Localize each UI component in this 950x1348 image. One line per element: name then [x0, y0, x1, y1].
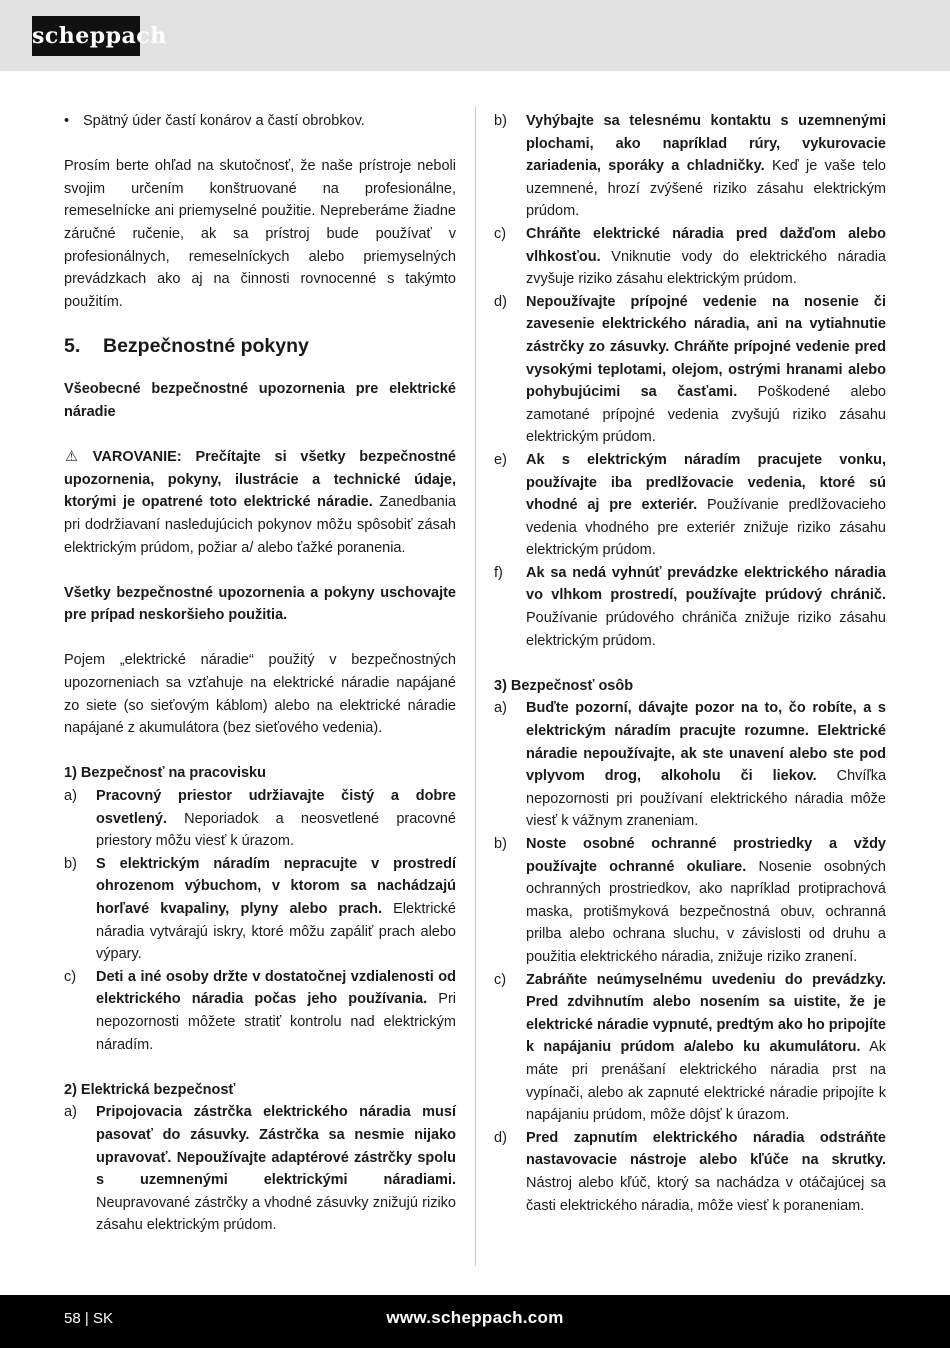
- list-item-text: Neupravované zástrčky a vhodné zásuvky znižujú riziko zásahu elektrickým prúdom.: [96, 1194, 456, 1234]
- list-item-label: a): [64, 788, 77, 805]
- list-item-text: Ak máte pri prenášaní elektrického náradia prst na vypínači, alebo ak zapnuté elektrické náradie pripojíte k napájaniu prúdom, môže dôjsť k úrazom.: [526, 1039, 886, 1124]
- list-item-label: b): [494, 113, 507, 129]
- term-definition-paragraph: Pojem „elektrické náradie“ použitý v bezpečnostných upozorneniach sa vzťahuje na elektrické náradie napájané zo siete (so sieťovým káblom) alebo na elektrické náradie napájané z akumulátora (bez sieťového vedenia).: [64, 652, 456, 737]
- list-item-label: a): [494, 700, 507, 717]
- list-item-text: Nosenie osobných ochranných prostriedkov, ako napríklad protiprachová maska, protišmyková bezpečnostná obuv, ochranná prilba alebo ochrana sluchu, v závislosti od druhu a použitia elektrického náradia, znižuje riziko zranení.: [526, 858, 886, 965]
- list-item-label: c): [494, 971, 507, 988]
- list-item-text: Keď je vaše telo uzemnené, hrozí zvýšené riziko zásahu elektrickým prúdom.: [526, 158, 886, 220]
- list-item-label: c): [494, 225, 507, 242]
- scheppach-logo: scheppach: [32, 16, 140, 56]
- list-item-text: Pri nepozornosti môžete stratiť kontrolu nad elektrickým náradím.: [96, 991, 457, 1053]
- keep-instructions-text: Všetky bezpečnostné upozornenia a pokyny uschovajte pre prípad neskoršieho použitia.: [64, 584, 456, 624]
- list-item-bold-text: Zabráňte neúmyselnému uvedeniu do prevádzky. Pred zdvihnutím alebo nosením sa uistite, že je elektrické náradie vypnuté, predtým ako ho pripojíte k napájaniu prúdom a/alebo ku akumulátoru.: [526, 971, 886, 1056]
- right-column: [494, 110, 886, 1217]
- list-item-label: d): [494, 293, 507, 310]
- list-item-label: a): [64, 1104, 77, 1121]
- personal-safety-heading: 3) Bezpečnosť osôb: [494, 677, 634, 694]
- warning-bold-text: VAROVANIE: Prečítajte si všetky bezpečnostné upozornenia, pokyny, ilustrácie a technické údaje, ktorými je opatrené toto elektrické náradie.: [64, 449, 456, 511]
- list-item-label: c): [64, 968, 77, 985]
- warning-text: Zanedbania pri dodržiavaní nasledujúcich pokynov môžu spôsobiť zásah elektrickým prúdom, požiar a/ alebo ťažké poranenia.: [64, 494, 456, 556]
- page-number: 58: [64, 1310, 81, 1327]
- list-item-text: Používanie prúdového chrániča znižuje riziko zásahu elektrickým prúdom.: [526, 610, 886, 649]
- list-item: [64, 785, 456, 853]
- list-item: [494, 223, 886, 291]
- list-item-bold-text: Ak s elektrickým náradím pracujete vonku, používajte iba predlžovacie vedenia, ktoré sú vhodné aj pre exteriér.: [526, 451, 886, 514]
- left-column: [64, 110, 456, 1237]
- workplace-safety-heading: 1) Bezpečnosť na pracovisku: [64, 765, 266, 782]
- list-item: [494, 562, 886, 652]
- list-item-label: d): [494, 1129, 507, 1146]
- list-item-text: Poškodené alebo zamotané prípojné vedenia zvyšujú riziko zásahu elektrickým prúdom.: [526, 384, 886, 446]
- intro-paragraph: Prosím berte ohľad na skutočnosť, že naše prístroje neboli svojim určením konštruované na profesionálne, remeselnícke ani priemyselné použitie. Nepreberáme žiadne záručné ručenie, ak sa prístroj bude používať v profesionálnych, remeselníckych alebo priemyselných prevádzkach ako aj na činnosti rovnocenné s takýmto použitím.: [64, 158, 456, 310]
- list-item-label: b): [64, 855, 77, 872]
- page-header: [0, 0, 950, 71]
- list-item: [494, 833, 886, 969]
- list-item-bold-text: Buďte pozorní, dávajte pozor na to, čo robíte, a s elektrickým náradím pracujte rozumne. Elektrické náradie nepoužívajte, ak ste unavení alebo ste pod vplyvom drog, alkoholu či liekov.: [526, 700, 886, 785]
- list-item-bold-text: Pracovný priestor udržiavajte čistý a dobre osvetlený.: [96, 788, 456, 827]
- personal-safety-list: [494, 697, 886, 1217]
- section-title: Bezpečnostné pokyny: [103, 335, 309, 358]
- warning-triangle-icon: ⚠: [65, 449, 78, 466]
- general-warnings-heading: Všeobecné bezpečnostné upozornenia pre elektrické náradie: [64, 381, 456, 420]
- list-item-label: b): [494, 836, 507, 852]
- list-item-bold-text: Pred zapnutím elektrického náradia odstráňte nastavovacie nástroje alebo kľúče na skrutky.: [526, 1129, 886, 1169]
- list-item: [64, 1101, 456, 1237]
- list-item-label: e): [494, 451, 507, 468]
- bullet-text: Spätný úder častí konárov a častí obrobkov.: [83, 113, 365, 129]
- list-item-bold-text: Pripojovacia zástrčka elektrického náradia musí pasovať do zásuvky. Zástrčka sa nesmie nijako upravovať. Nepoužívajte adaptérové zástrčky spolu s uzemnenými elektrickými náradiami.: [96, 1104, 456, 1189]
- column-divider: [475, 106, 476, 1266]
- footer-separator: |: [84, 1310, 89, 1327]
- list-item: [494, 110, 886, 223]
- list-item: [494, 697, 886, 833]
- language-code: SK: [92, 1310, 113, 1327]
- list-item: [64, 966, 456, 1056]
- electrical-safety-list: [64, 1101, 456, 1237]
- list-item-bold-text: Ak sa nedá vyhnúť prevádzke elektrického náradia vo vlhkom prostredí, používajte prúdový chránič.: [526, 564, 886, 604]
- list-item-bold-text: S elektrickým náradím nepracujte v prostredí ohrozenom výbuchom, v ktorom sa nachádzajú horľavé kvapaliny, plyny alebo prach.: [96, 855, 456, 917]
- list-item-bold-text: Chráňte elektrické náradia pred dažďom alebo vlhkosťou.: [526, 225, 886, 265]
- list-item-bold-text: Vyhýbajte sa telesnému kontaktu s uzemnenými plochami, ako napríklad rúry, vykurovacie zariadenia, sporáky a chladničky.: [526, 113, 886, 175]
- section-number: 5.: [64, 335, 81, 358]
- list-item-text: Nástroj alebo kľúč, ktorý sa nachádza v otáčajúcej sa časti elektrického náradia, môže viesť k poraneniam.: [526, 1174, 886, 1214]
- section-heading: [64, 332, 456, 360]
- list-item-text: Používanie predlžovacieho vedenia vhodného pre exteriér znižuje riziko zásahu elektrickým prúdom.: [526, 497, 886, 559]
- list-item-text: Elektrické náradia vytvárajú iskry, ktoré môžu zapáliť prach alebo výpary.: [96, 901, 456, 963]
- list-item: [494, 291, 886, 449]
- electrical-safety-list-continued: [494, 110, 886, 652]
- workplace-safety-list: [64, 785, 456, 1056]
- list-item-bold-text: Noste osobné ochranné prostriedky a vždy používajte ochranné okuliare.: [526, 836, 886, 875]
- list-item: [494, 969, 886, 1127]
- list-item-bold-text: Nepoužívajte prípojné vedenie na nosenie či zavesenie elektrického náradia, ani na vytiahnutie zástrčky zo zásuvky. Chráňte prípojné vedenie pred vysokými teplotami, olejom, ostrými hranami alebo pohybujúcimi sa časťami.: [526, 293, 886, 401]
- list-item-text: Vniknutie vody do elektrického náradia zvyšuje riziko zásahu elektrickým prúdom.: [526, 248, 886, 288]
- website-link[interactable]: www.scheppach.com: [386, 1308, 564, 1327]
- list-item-label: f): [494, 564, 503, 581]
- list-item: [494, 1127, 886, 1217]
- bullet-item: [64, 110, 456, 133]
- list-item-text: Neporiadok a neosvetlené pracovné priestory môžu viesť k úrazom.: [96, 810, 456, 850]
- list-item-text: Chvíľka nepozornosti pri používaní elektrického náradia môže viesť k vážnym zraneniam.: [526, 768, 887, 830]
- list-item: [494, 449, 886, 562]
- page-footer: [0, 1295, 950, 1348]
- list-item-bold-text: Deti a iné osoby držte v dostatočnej vzdialenosti od elektrického náradia počas jeho používania.: [96, 968, 456, 1008]
- bullet-dot: •: [64, 113, 70, 129]
- list-item: [64, 853, 456, 966]
- electrical-safety-heading: 2) Elektrická bezpečnosť: [64, 1081, 236, 1098]
- warning-paragraph: [64, 446, 456, 559]
